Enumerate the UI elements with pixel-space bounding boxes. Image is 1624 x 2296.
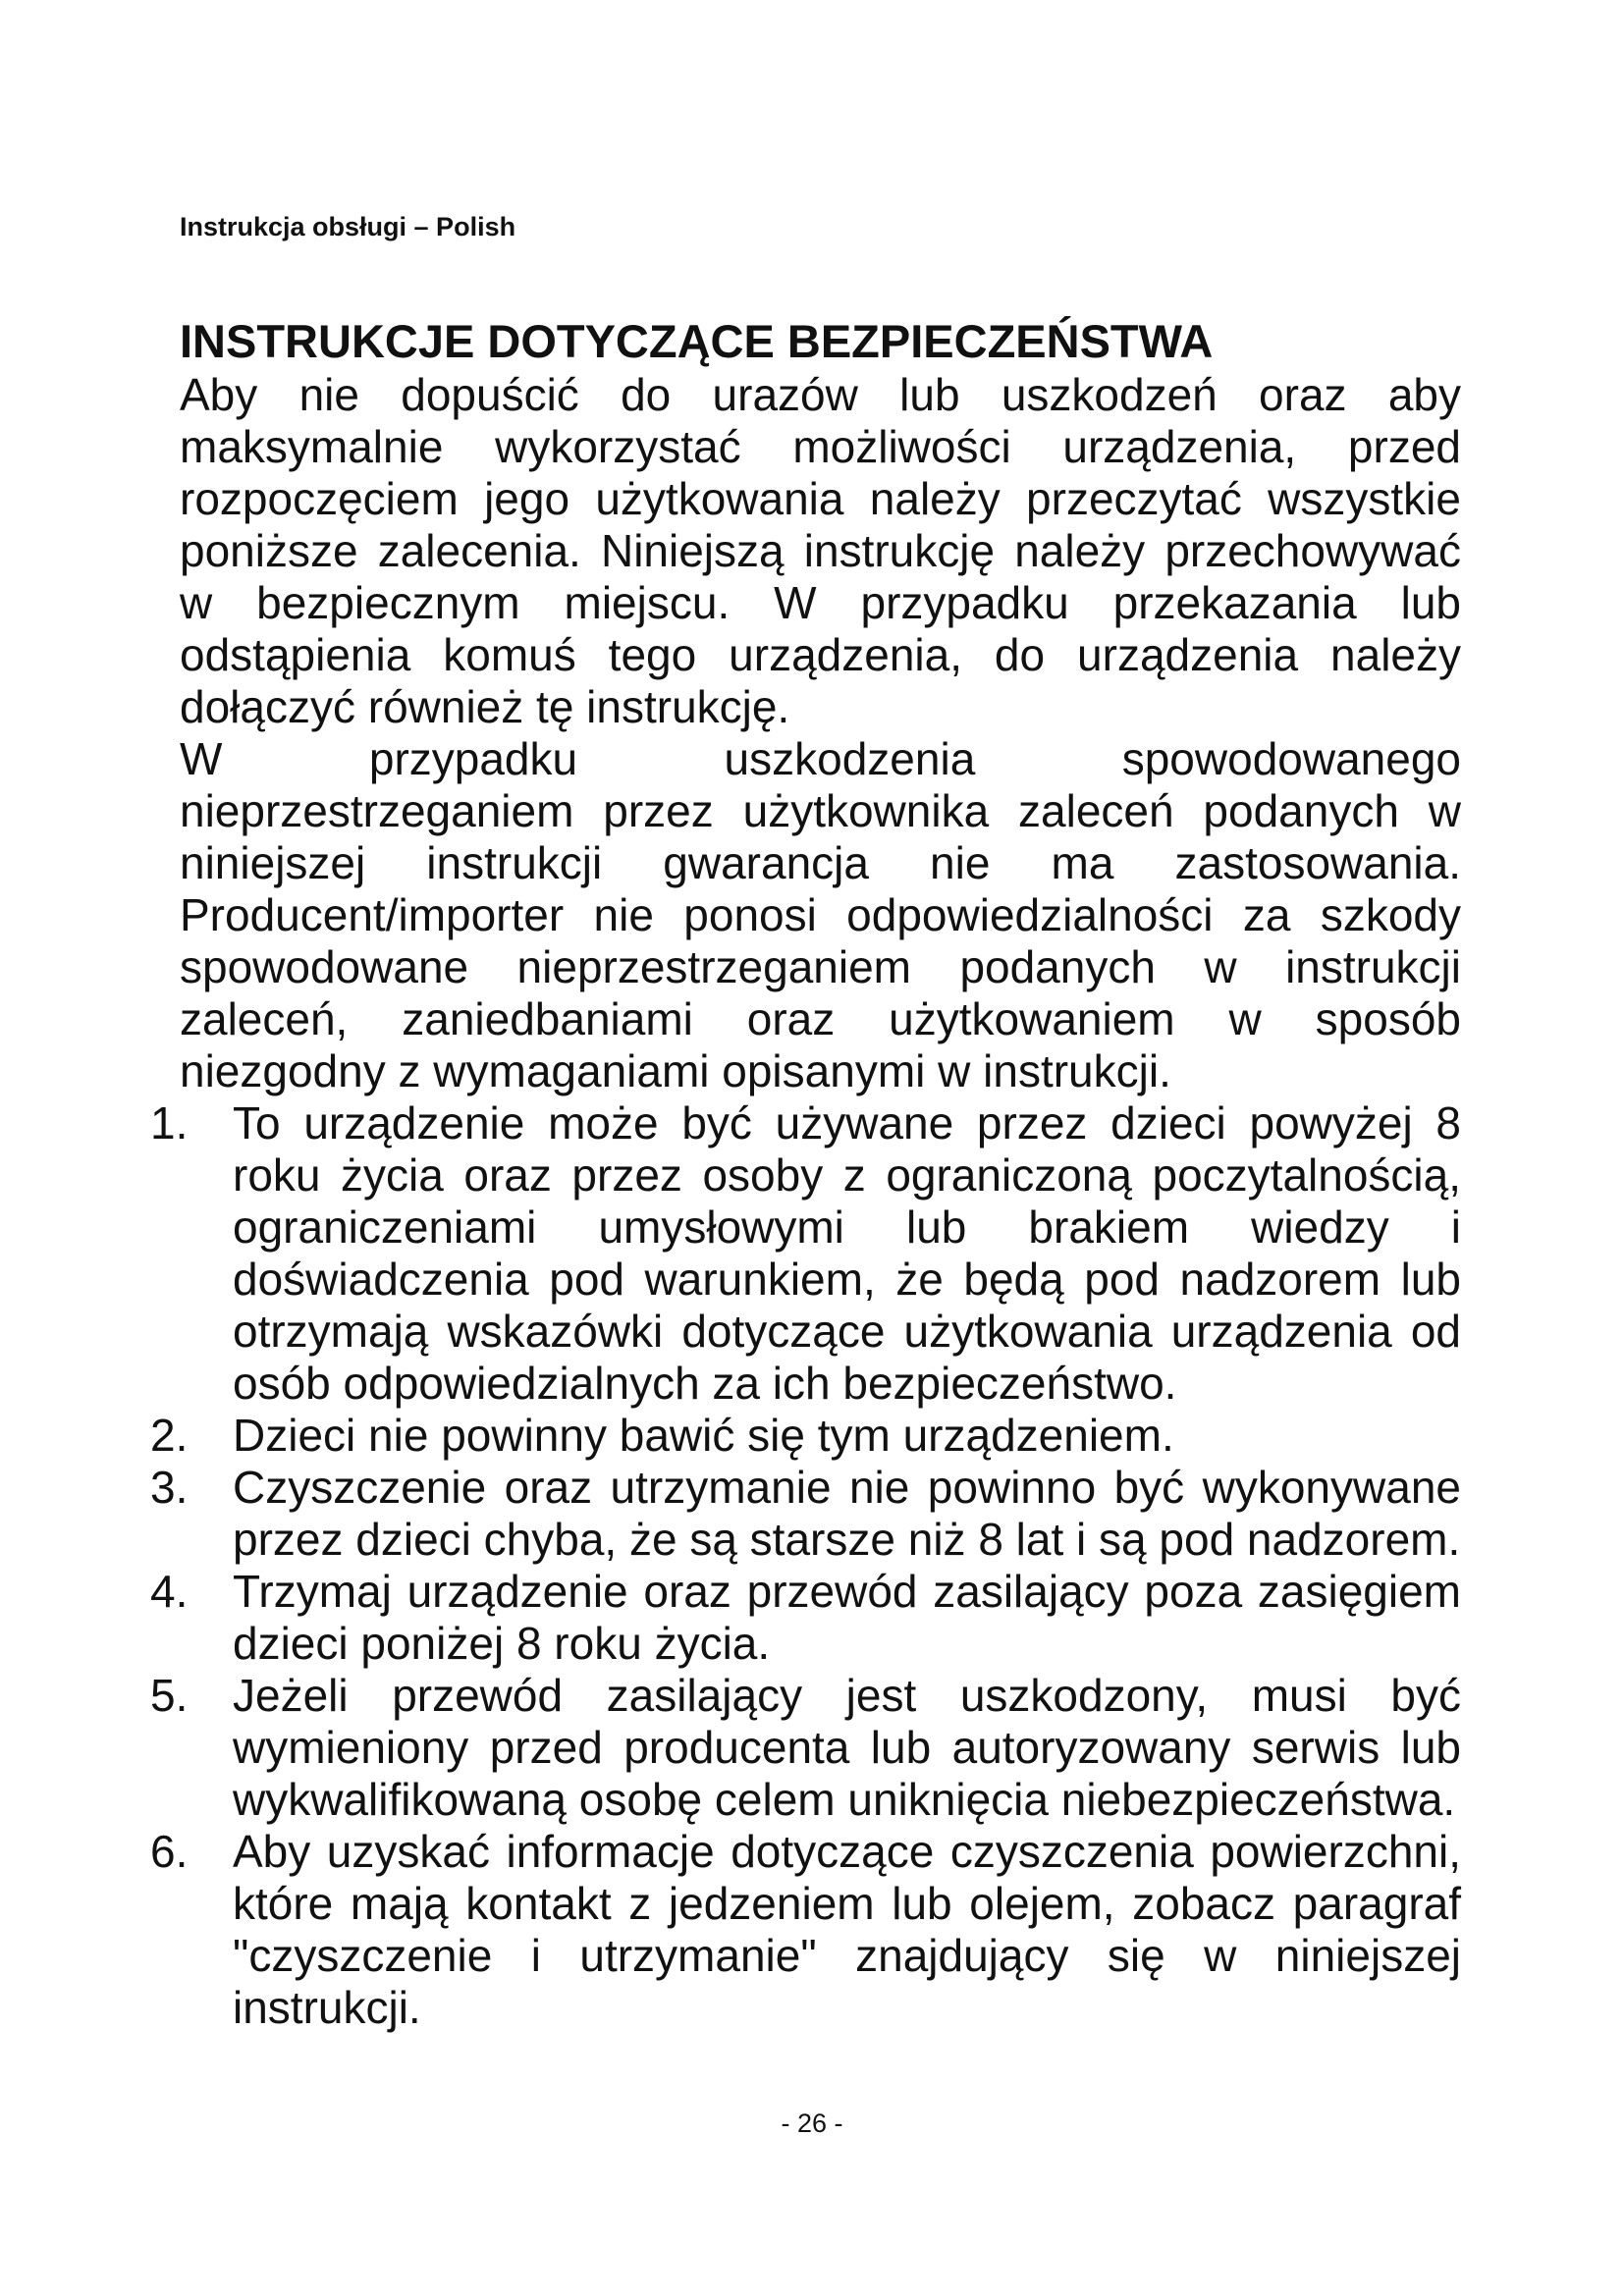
list-item bbox=[150, 1566, 1461, 1670]
safety-list bbox=[150, 1097, 1461, 2034]
running-header: Instrukcja obsługi – Polish bbox=[180, 212, 516, 241]
safety-section bbox=[150, 314, 1461, 2034]
list-item bbox=[150, 1670, 1461, 1826]
list-item bbox=[150, 1410, 1461, 1462]
list-item-number: 6. bbox=[150, 1826, 189, 1877]
section-title: INSTRUKCJE DOTYCZĄCE BEZPIECZEŃSTWA bbox=[180, 315, 1214, 367]
list-item-number: 4. bbox=[150, 1566, 189, 1617]
list-item-number: 2. bbox=[150, 1410, 189, 1461]
list-item-number: 5. bbox=[150, 1670, 189, 1721]
list-item-text: Aby uzyskać informacje dotyczące czyszczenia powierzchni, które mają kontakt z jedzeniem lub olejem, zobacz paragraf "czyszczenie i utrzymanie" znajdujący się w niniejszej instrukcji. bbox=[233, 1826, 1461, 2033]
list-item-number: 3. bbox=[150, 1462, 189, 1513]
list-item-number: 1. bbox=[150, 1097, 189, 1148]
list-item bbox=[150, 1462, 1461, 1566]
list-item bbox=[150, 1826, 1461, 2034]
page-number: - 26 - bbox=[781, 2109, 843, 2138]
warranty-paragraph: W przypadku uszkodzenia spowodowanego nieprzestrzeganiem przez użytkownika zaleceń podanych w niniejszej instrukcji gwarancja nie ma zastosowania. Producent/importer nie ponosi odpowiedzialności za szkody spowodowane nieprzestrzeganiem podanych w instrukcji zaleceń, zaniedbaniami oraz użytkowaniem w sposób niezgodny z wymaganiami opisanymi w instrukcji. bbox=[180, 733, 1461, 1096]
list-item-text: Trzymaj urządzenie oraz przewód zasilający poza zasięgiem dzieci poniżej 8 roku życia. bbox=[233, 1566, 1461, 1669]
list-item-text: Dzieci nie powinny bawić się tym urządzeniem. bbox=[233, 1410, 1174, 1461]
list-item bbox=[150, 1097, 1461, 1410]
list-item-text: Czyszczenie oraz utrzymanie nie powinno być wykonywane przez dzieci chyba, że są starsze niż 8 lat i są pod nadzorem. bbox=[233, 1462, 1461, 1565]
list-item-text: To urządzenie może być używane przez dzieci powyżej 8 roku życia oraz przez osoby z ograniczoną poczytalnością, ograniczeniami umysłowymi lub brakiem wiedzy i doświadczenia pod warunkiem, że będą pod nadzorem lub otrzymają wskazówki dotyczące użytkowania urządzenia od osób odpowiedzialnych za ich bezpieczeństwo. bbox=[233, 1097, 1461, 1409]
intro-paragraph: Aby nie dopuścić do urazów lub uszkodzeń oraz aby maksymalnie wykorzystać możliwości urządzenia, przed rozpoczęciem jego użytkowania należy przeczytać wszystkie poniższe zalecenia. Niniejszą instrukcję należy przechowywać w bezpiecznym miejscu. W przypadku przekazania lub odstąpienia komuś tego urządzenia, do urządzenia należy dołączyć również tę instrukcję. bbox=[180, 369, 1461, 732]
list-item-text: Jeżeli przewód zasilający jest uszkodzony, musi być wymieniony przed producenta lub autoryzowany serwis lub wykwalifikowaną osobę celem uniknięcia niebezpieczeństwa. bbox=[233, 1670, 1461, 1825]
